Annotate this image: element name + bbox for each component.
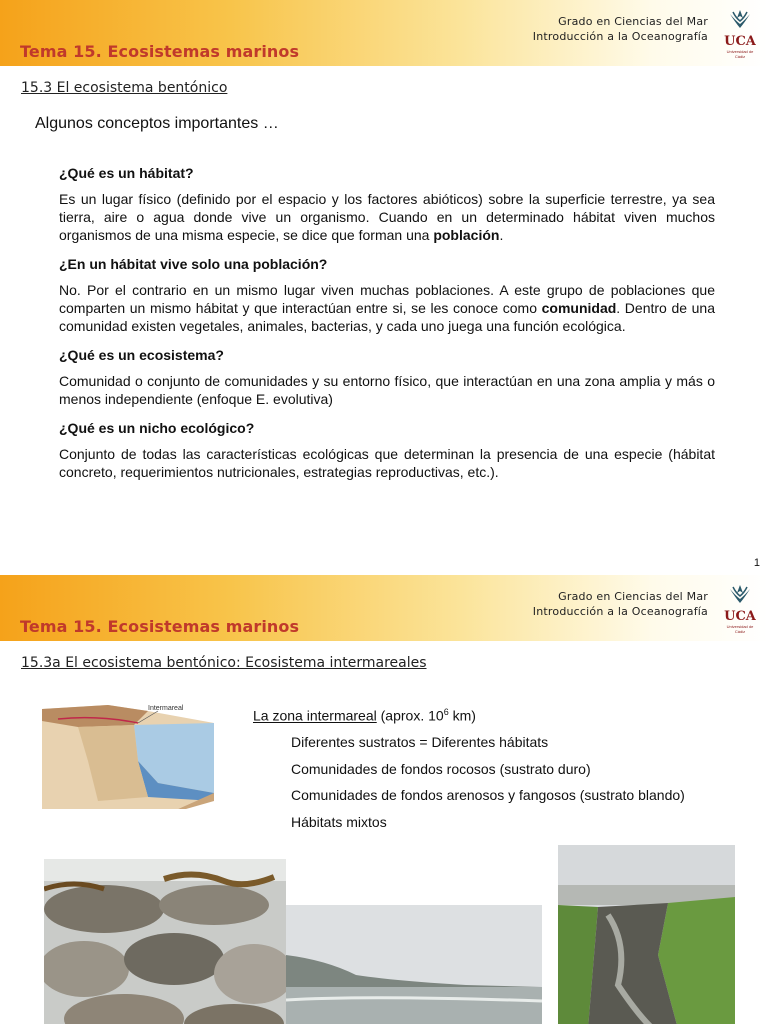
rocky-shore-photo	[44, 859, 286, 1024]
university-logo	[722, 583, 758, 635]
answer-nicho: Conjunto de todas las características ecológicas que determinan la presencia de una especie (hábitat concreto, requerimientos nutricionales, estrategias reproductivas, etc.).	[59, 446, 715, 480]
course-info	[533, 14, 708, 44]
course-name: Introducción a la Oceanografía	[532, 605, 708, 618]
logo-subtext: Universidad de Cádiz	[726, 624, 754, 634]
list-item: Comunidades de fondos arenosos y fangosos (sustrato blando)	[291, 787, 685, 804]
degree-name: Grado en Ciencias del Mar	[558, 15, 708, 28]
logo-subtext: Universidad de Cádiz	[726, 49, 754, 59]
slide-header	[0, 575, 768, 641]
section-heading: 15.3a El ecosistema bentónico: Ecosistema intermareales	[21, 655, 427, 671]
list-item: Diferentes sustratos = Diferentes hábitats	[291, 734, 549, 751]
slide-header	[0, 0, 768, 66]
degree-name: Grado en Ciencias del Mar	[558, 590, 708, 603]
topic-title: Tema 15. Ecosistemas marinos	[20, 617, 300, 636]
course-name: Introducción a la Oceanografía	[532, 30, 708, 43]
university-logo	[722, 8, 758, 60]
zone-heading: La zona intermareal (aprox. $10^6$ km)	[253, 707, 476, 724]
question-poblacion: ¿En un hábitat vive solo una población?	[59, 256, 328, 272]
question-nicho: ¿Qué es un nicho ecológico?	[59, 420, 255, 436]
crest-icon	[725, 8, 755, 30]
page-number: 1	[753, 557, 760, 569]
logo-text: UCA	[724, 609, 756, 624]
section-heading: 15.3 El ecosistema bentónico	[21, 80, 228, 96]
question-ecosistema: ¿Qué es un ecosistema?	[59, 347, 224, 363]
answer-ecosistema: Comunidad o conjunto de comunidades y su entorno físico, que interactúan en una zona amplia y más o menos independiente (enfoque E. evolutiva)	[59, 373, 715, 407]
zone-list	[253, 699, 685, 835]
intro-text: Algunos conceptos importantes …	[35, 115, 279, 132]
diagram-label: Intermareal	[148, 705, 184, 712]
answer-habitat: Es un lugar físico (definido por el espacio y los factores abióticos) sobre la superficie terrestre, ya sea tierra, aire o agua donde vive un organismo. Cuando en un determinado hábitat viven muchos organismos de una misma especie, se dice que forman una población.	[59, 191, 715, 243]
list-item: Comunidades de fondos rocosos (sustrato duro)	[291, 760, 591, 777]
crest-icon	[725, 583, 755, 605]
qa-list	[59, 164, 715, 492]
topic-title: Tema 15. Ecosistemas marinos	[20, 42, 300, 61]
slide-2	[0, 575, 768, 1024]
list-item: Hábitats mixtos	[291, 813, 387, 830]
question-habitat: ¿Qué es un hábitat?	[59, 165, 194, 181]
course-info	[533, 589, 708, 619]
marsh-photo	[558, 845, 735, 1024]
answer-poblacion: No. Por el contrario en un mismo lugar viven muchas poblaciones. A este grupo de poblaciones que comparten un mismo hábitat y que interactúan entre si, se les conoce como comunidad. Dentro de una comunidad existen vegetales, animales, bacterias, y cada uno juega una función ecológica.	[59, 282, 715, 334]
intertidal-diagram	[38, 701, 214, 809]
beach-photo	[286, 905, 542, 1024]
logo-text: UCA	[724, 34, 756, 49]
